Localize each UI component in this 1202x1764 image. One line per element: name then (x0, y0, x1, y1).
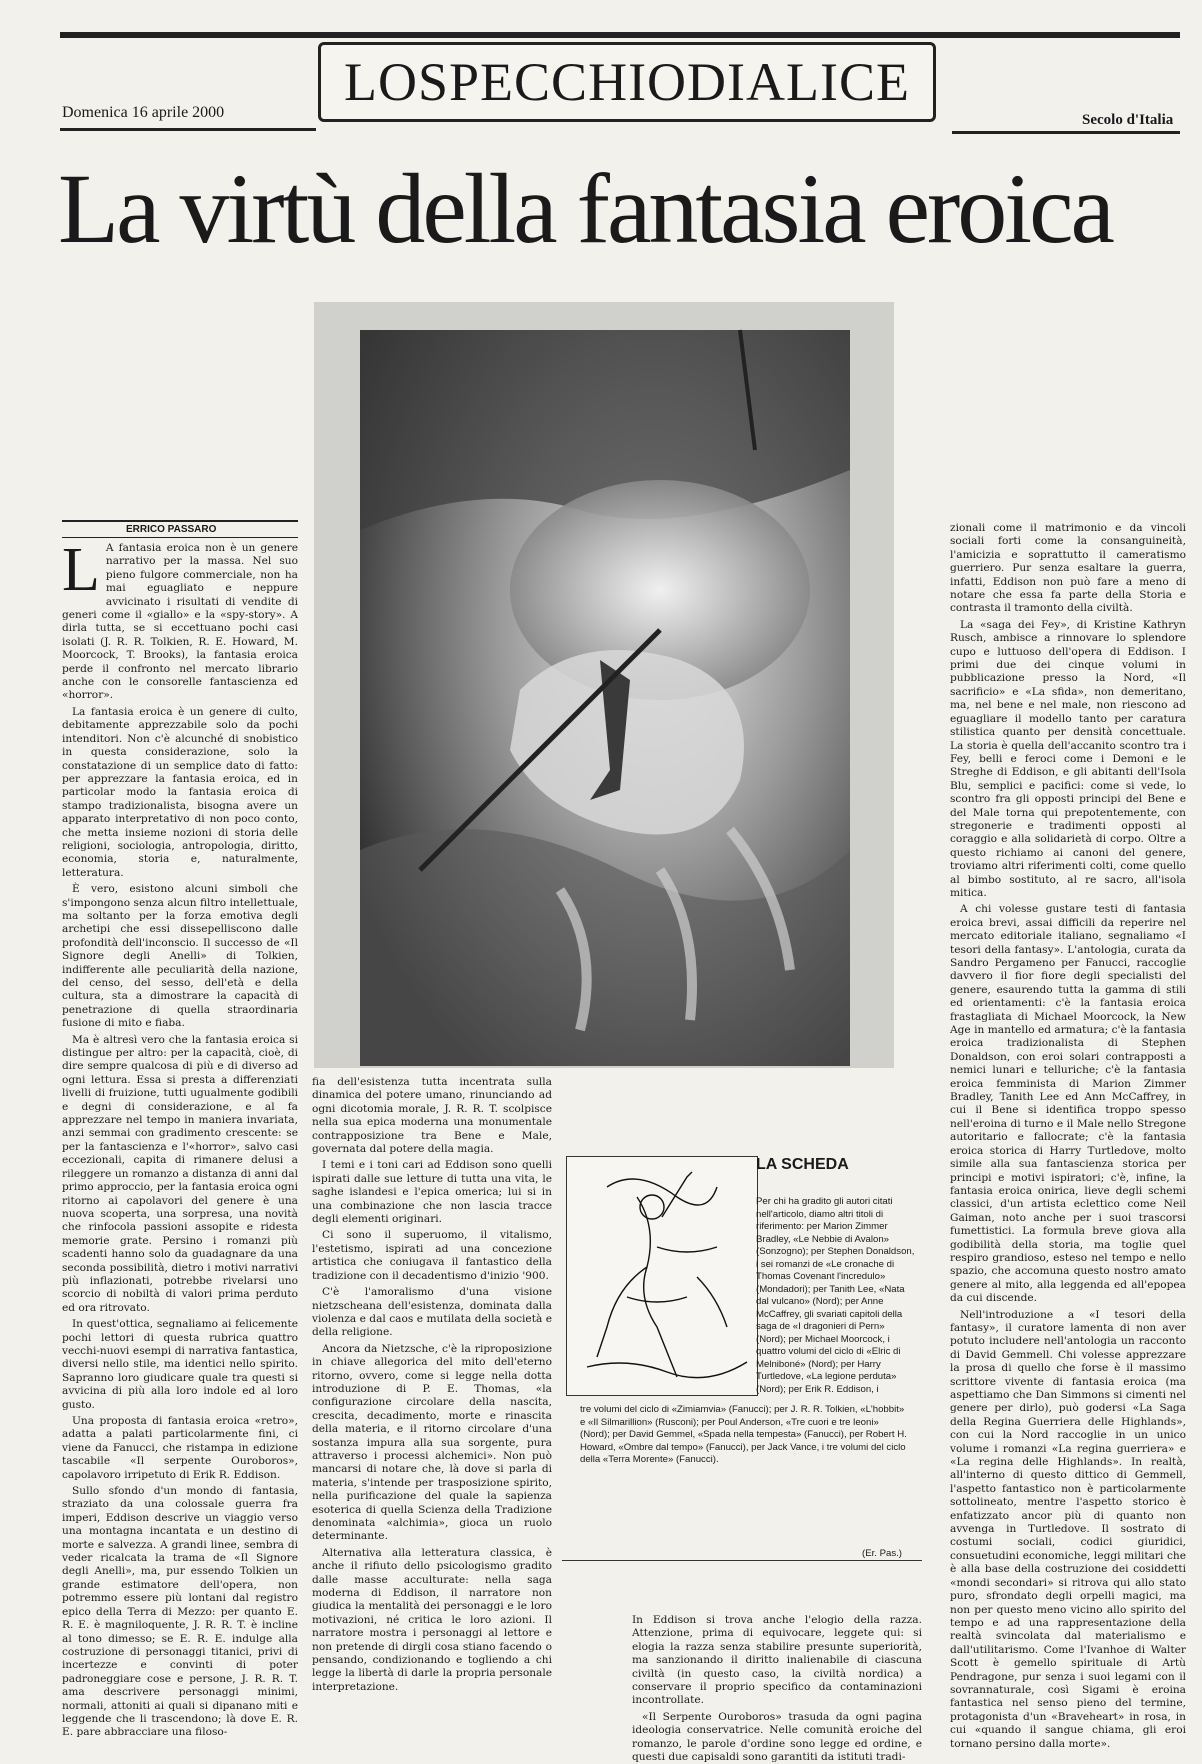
byline: ERRICO PASSARO (62, 520, 298, 538)
headline: La virtù della fantasia eroica (58, 153, 1112, 264)
issue-date: Domenica 16 aprile 2000 (62, 104, 225, 121)
article-paragraph: A chi volesse gustare testi di fantasia eroica brevi, assai difficili da reperire nel mercato editoriale italiano, segnaliamo «I tesori della fantasy». L'antologia, curata da Sandro Pergameno per Fanucci, raccoglie davvero il fior fiore degli specialisti del genere, esaurendo tutta la gamma di stili ed orientamenti: c'è la fantasia eroica frastagliata di Michael Moorcock, la New Age in mantello ed armatura; c'è la fantasia eroica tradizionalista di Stephen Donaldson, con eroi solari contrapposti a nemici lunari e telluriche; c'è la fantasia eroica femminista di Marion Zimmer Bradley, Tanith Lee ed Ann McCaffrey, in cui il Bene si identifica troppo spesso nell'eroina di turno e il Male nello Stregone autoritario e fallocrate; c'è la fantasia eroica storica di Harry Turtledove, molto simile alla sua fantascienza storica per principi e motivi ispiratori; c'è, infine, la fantasia eroica onirica, lieve degli schemi classici, d'un artista eclettico come Neil Gaiman, noto anche per i suoi trascorsi fumettistici. La formula breve giova alla godibilità della storia, ma toglie quel respiro grandioso, esteso nel tempo e nello spazio, che accomuna questo nostro amato genere al mito, alla leggenda ed all'epopea da cui discende. (950, 903, 1186, 1305)
article-paragraph: Nell'introduzione a «I tesori della fantasy», il curatore lamenta di non aver potuto includere nell'antologia un racconto di David Gemmell. Chi volesse apprezzare la prosa di quello che forse è il massimo scrittore vivente di fantasia eroica (ma aspettiamo che Dan Simmons si cimenti nel genere per dirlo), può godersi «La Saga della Regina Guerriera delle Highlands», con cui la Nord raccoglie in un unico volume i romanzi «La regina guerriera» e «La regina delle Highlands». In realtà, all'interno di questo dittico di Gemmell, l'aspetto fantastico non è particolarmente sottolineato, mentre l'aspetto storico è enfatizzato ancor più di quanto non avvenga in Turtledove. Il sostrato di costumi sociali, codici giuridici, consuetudini economiche, leggi militari che è alla base della costruzione dei cosiddetti «mondi secondari» si ritrova qui allo stato puro, sfrondato degli orpelli magici, ma non per questo meno vicino allo spirito del tempo e ad una rappresentazione della realtà svincolata dal materialismo e dall'utilitarismo. Come l'Ivanhoe di Walter Scott è gemello spirituale di Artù Pendragone, pur senza i suoi legami con il sovrannaturale, così Sigami è eroina fantastica nel senso pieno del termine, protagonista d'un «Braveheart» in rosa, in cui «quando il sangue chiama, gli eroi tornano persino dalla morte». (950, 1308, 1186, 1750)
article-column-3 (950, 522, 1186, 1750)
article-paragraph: È vero, esistono alcuni simboli che s'impongono senza alcun filtro intellettuale, ma soltanto per la forza emotiva degli archetipi che essi dissepelliscono dalle profondità dell'inconscio. Il successo de «Il Signore degli Anelli» di Tolkien, indifferente alle peculiarità della nazione, del censo, del sesso, dell'età e della cultura, sta a dimostrare la capacità di penetrazione di quella straordinaria fusione di mito e fiaba. (62, 883, 298, 1030)
article-paragraph: Ancora da Nietzsche, c'è la riproposizione in chiave allegorica del mito dell'eterno ritorno, ovvero, come si legge nella dotta introduzione di P. E. Thomas, «la configurazione circolare della nascita, crescita, decadimento, morte e rinascita della materia, e il ritorno circolare d'una sostanza impura alla sua sorgente, pura attraverso i processi alchemici». Non può mancarsi di notare che, là dove si parla di materia, s'intende per trasposizione spirito, nella purificazione del quale la sapienza esoterica di quella Scienza della Tradizione denominata «alchimia», gioca un ruolo determinante. (312, 1342, 552, 1543)
article-paragraph: La «saga dei Fey», di Kristine Kathryn Rusch, ambisce a rinnovare lo splendore cupo e luttuoso dell'opera di Eddison. I primi due dei cinque volumi in pubblicazione presso la Nord, «Il sacrificio» e «La sfida», non demeritano, ma, nel bene e nel male, non riescono ad eguagliare il modello tanto per caratura stilistica quanto per densità concettuale. La storia è quella dell'accanito scontro tra i Fey, belli e feroci come i Demoni e le Streghe di Eddison, e gli abitanti dell'Isola Blu, semplici e pacifici: come si vede, lo scontro fra gli opposti principi del Bene e del Male torna qui prepotentemente, con stregonerie e tradimenti opposti al coraggio e alla solidarietà di corpo. Oltre a questo richiamo ai canoni del genere, troviamo altri riferimenti colti, come quello al bimbo sostituto, al re sacro, all'isola mitica. (950, 618, 1186, 899)
masthead-title: LOSPECCHIODIALICE (344, 52, 910, 112)
article-paragraph: Ci sono il superuomo, il vitalismo, l'estetismo, ispirati ad una concezione artistica che coniugava il fantastico della tradizione con il decadentismo d'inizio '900. (312, 1229, 552, 1282)
article-paragraph: L A fantasia eroica non è un genere narrativo per la massa. Nel suo pieno fulgore commerciale, non ha mai eguagliato e neppure avvicinato i risultati di vendite di generi come il «giallo» e la «spy-story». A dirla tutta, se si eccettuano pochi casi isolati (J. R. R. Tolkien, R. E. Howard, M. Moorcock, T. Brooks), la fantasia eroica perde il confronto nel mercato librario anche con le consorelle fantascienza ed «horror». (62, 536, 298, 702)
fantasy-illustration (360, 330, 850, 1066)
scheda-title: LA SCHEDA (756, 1156, 849, 1173)
article-paragraph: La fantasia eroica è un genere di culto, debitamente apprezzabile solo da pochi intenditori. Non c'è alcunché di snobistico in questa considerazione, solo la constatazione di un semplice dato di fatto: per apprezzare la fantasia eroica, ed in particolar modo la fantasia eroica di stampo tradizionalista, bisogna avere un apparato interpretativo di non poco conto, che metta insieme nozioni di storia delle religioni, sociologia, antropologia, diritto, economia, storia e, naturalmente, letteratura. (62, 705, 298, 879)
header-rule-left (60, 128, 316, 131)
scheda-illustration (566, 1156, 758, 1396)
scheda-signature: (Er. Pas.) (862, 1548, 902, 1559)
scheda-text-continued: tre volumi del ciclo di «Zimiamvia» (Fanucci); per J. R. R. Tolkien, «L'hobbit» e «Il Silmarillion» (Rusconi); per Poul Anderson, «Tre cuori e tre leoni» (Nord); per David Gemmel, «Spada nella tempesta» (Fanucci), per Robert H. Howard, «Ombre dal tempo» (Fanucci), per Jack Vance, i tre volumi del ciclo della «Terra Morente» (Fanucci). (580, 1404, 907, 1465)
article-paragraph: Una proposta di fantasia eroica «retro», adatta a palati particolarmente fini, ci viene da Fanucci, che ristampa in edizione tascabile «Il serpente Ouroboros», capolavoro irripetuto di Erik R. Eddison. (62, 1415, 298, 1481)
warrior-sketch-icon (567, 1157, 757, 1395)
article-column-1 (62, 536, 298, 1739)
drop-cap: L (62, 536, 100, 604)
horse-rider-illustration-icon (360, 330, 850, 1066)
article-paragraph: zionali come il matrimonio e da vincoli sociali forti come la consanguineità, l'amicizia e soprattutto il cameratismo guerriero. Pur senza esaltare la guerra, infatti, Eddison non può fare a meno di notare che essa fa parte della Storia e contrasta il tramonto della civiltà. (950, 522, 1186, 615)
article-paragraph: C'è l'amoralismo d'una visione nietzscheana dell'esistenza, dominata dalla violenza e dal caos e mutilata della società e della religione. (312, 1286, 552, 1339)
article-column-4 (632, 1614, 922, 1764)
top-rule (60, 32, 1180, 38)
article-paragraph: In Eddison si trova anche l'elogio della razza. Attenzione, prima di equivocare, leggete qui: si elogia la razza senza stabilire presunte superiorità, ma sanzionando il diritto inalienabile di ciascuna civiltà (in questo caso, la civiltà nordica) a conservare il proprio specifico da contaminazioni incontrollate. (632, 1614, 922, 1707)
article-paragraph: fia dell'esistenza tutta incentrata sulla dinamica del potere umano, rinunciando ad ogni dicotomia morale, J. R. R. T. scolpisce nella sua epica moderna una monumentale contrapposizione tra Bene e Male, governata dal potere della magia. (312, 1076, 552, 1156)
article-paragraph: Ma è altresì vero che la fantasia eroica si distingue per altro: per la capacità, cioè, di dire sempre qualcosa di più e di diverso ad ogni lettura. Essa si presta a differenziati livelli di fruizione, tutti ugualmente godibili e degni di considerazione, e al fa apprezzare nel tempo in maniera invariata, anzi semmai con gradimento crescente: se per la fantascienza e l'«horror», salvo casi eccezionali, capita di rimanere delusi a rileggere un romanzo a distanza di anni dal primo approccio, per la fantasia eroica ogni ritorno ai capolavori del genere è una nuova scoperta, una sorpresa, una novità che rinfocola passioni assopite e ridesta memorie grate. Persino i romanzi più scadenti hanno solo da guadagnare da una seconda possibilità, dietro i motivi narrativi più inflazionati, potrebbe rivelarsi uno scorcio di nobiltà di valori prima perduto ed ora ritrovato. (62, 1033, 298, 1314)
masthead (318, 42, 936, 122)
article-column-2 (312, 1076, 552, 1726)
header-rule-right (952, 131, 1180, 134)
article-paragraph: Sullo sfondo d'un mondo di fantasia, straziato da una colossale guerra fra imperi, Eddison descrive un viaggio verso una montagna incantata e un destino di morte e salvezza. A grandi linee, sembra di veder ricalcata la trama de «Il Signore degli Anelli», ma, pur essendo Tolkien un grande estimatore dell'opera, non potremmo essere più lontani dal registro epico della Terra di Mezzo: per quanto E. R. E. è magniloquente, J. R. R. T. è incline al tono dimesso; se E. R. E. indulge alla costruzione di personaggi titanici, privi di incertezze e convinti di poter padroneggiare cose e persone, J. R. R. T. ama descrivere personaggi minimi, normali, attoniti ai quali si dipanano miti e leggende che li trascendono; là dove E. R. E. pare abbracciare una filoso- (62, 1485, 298, 1739)
newspaper-name: Secolo d'Italia (1082, 112, 1174, 128)
article-paragraph: I temi e i toni cari ad Eddison sono quelli ispirati dalle sue letture di tutta una vita, le saghe islandesi e l'epica omerica; lui si in una combinazione che non lascia tracce degli elementi originari. (312, 1159, 552, 1226)
article-paragraph: «Il Serpente Ouroboros» trasuda da ogni pagina ideologia conservatrice. Nelle comunità eroiche del romanzo, le parole d'ordine sono legge ed ordine, e questi due capisaldi sono garantiti da istituti tradi- (632, 1710, 922, 1764)
article-paragraph: Alternativa alla letteratura classica, è anche il rifiuto dello psicologismo gradito dalle masse acculturate: nella saga moderna di Eddison, il narratore non giudica la mentalità dei personaggi e le loro motivazioni, né critica le loro azioni. Il narratore mostra i personaggi al lettore e non pretende di dirgli cosa stiano facendo o pensando, condizionando e togliendo a chi legge la libertà di darle la propria personale interpretazione. (312, 1546, 552, 1693)
scheda-text: Per chi ha gradito gli autori citati nell'articolo, diamo altri titoli di riferimento: per Marion Zimmer Bradley, «Le Nebbie di Avalon» (Sonzogno); per Stephen Donaldson, i sei romanzi de «Le cronache di Thomas Covenant l'incredulo» (Mondadori); per Tanith Lee, «Nata dal vulcano» (Nord); per Anne McCaffrey, gli svariati capitoli della saga de «I dragonieri di Pern» (Nord); per Michael Moorcock, i quattro volumi del ciclo di «Elric di Melniboné» (Nord); per Harry Turtledove, «La legione perduta» (Nord); per Erik R. Eddison, i (756, 1196, 915, 1395)
article-paragraph: In quest'ottica, segnaliamo ai felicemente pochi lettori di questa rubrica quattro vecchi-nuovi esempi di narrativa fantastica, diversi nello stile, ma identici nello spirito. Sapranno loro giudicare quale tra questi si avvicina di più alla loro indole ed al loro gusto. (62, 1318, 298, 1411)
